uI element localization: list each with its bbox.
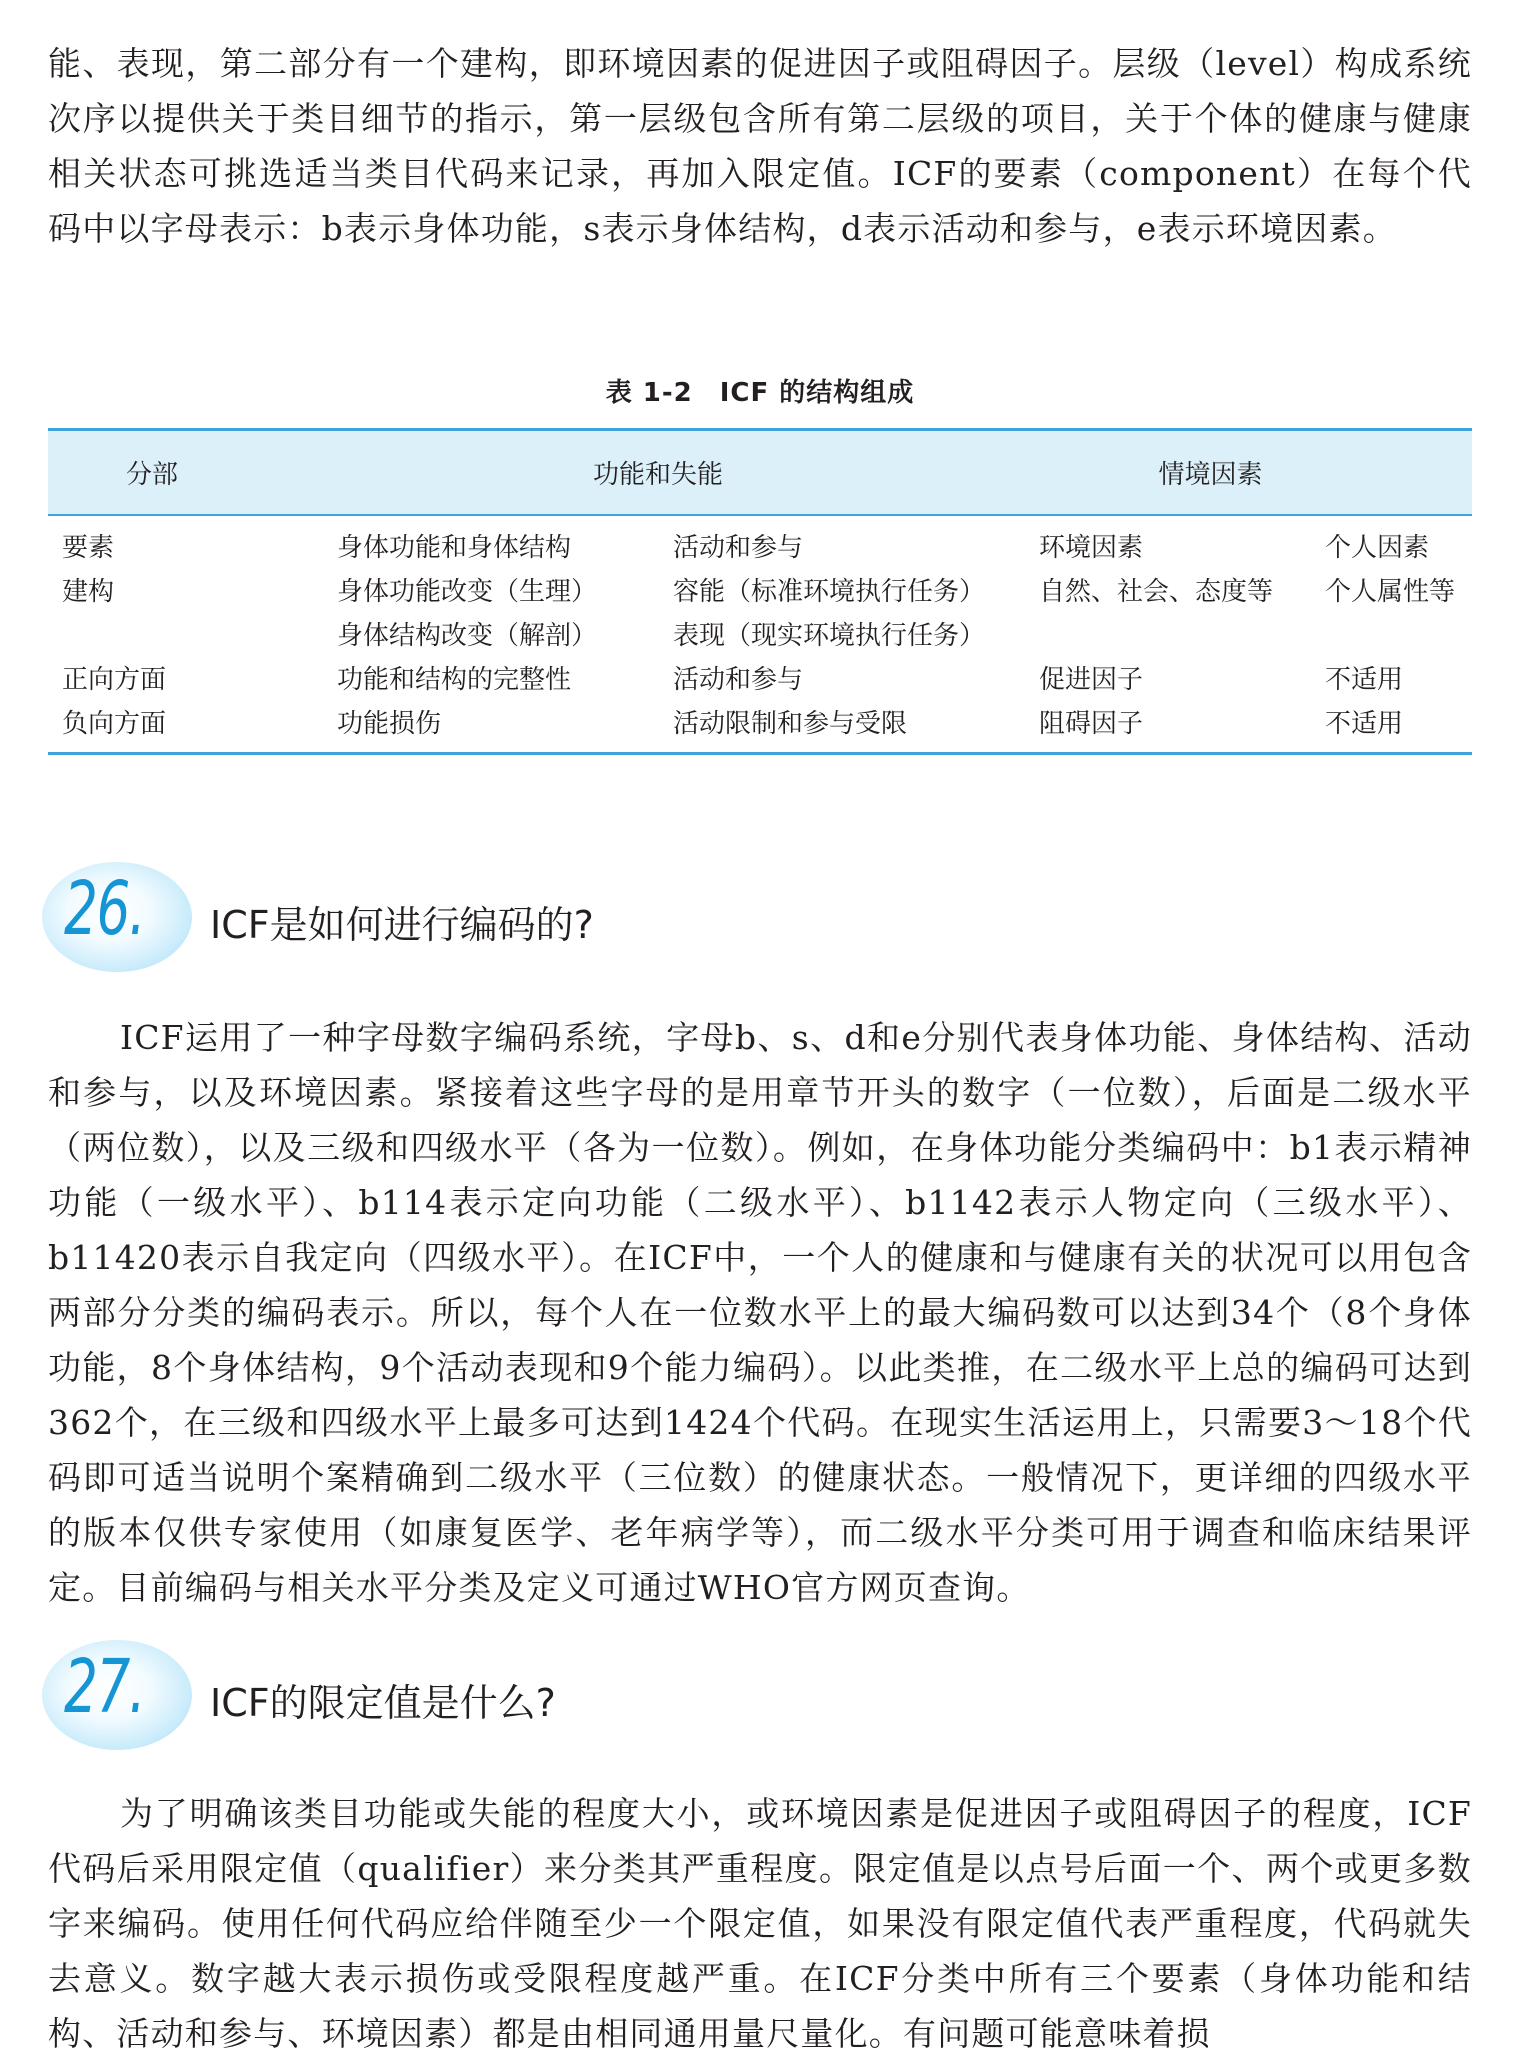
section-heading-27 bbox=[42, 1640, 1142, 1750]
table-cell: 不适用 bbox=[1325, 665, 1404, 695]
section-number: 27. bbox=[64, 1644, 145, 1730]
section-number-badge bbox=[42, 862, 192, 972]
section-number: 26. bbox=[64, 866, 145, 952]
table-cell: 环境因素 bbox=[1039, 533, 1144, 563]
table-cell: 身体功能和身体结构 bbox=[337, 533, 572, 563]
cell-line: 身体结构改变（解剖） bbox=[337, 621, 598, 651]
section-title: ICF是如何进行编码的? bbox=[210, 903, 594, 947]
table-cell: 自然、社会、态度等 bbox=[1039, 577, 1274, 607]
section-title: ICF的限定值是什么? bbox=[210, 1681, 556, 1725]
row-label: 要素 bbox=[62, 533, 115, 563]
table-cell: 功能损伤 bbox=[337, 709, 442, 739]
section-27-paragraph: 为了明确该类目功能或失能的程度大小，或环境因素是促进因子或阻碍因子的程度，ICF代码后采用限定值（qualifier）来分类其严重程度。限定值是以点号后面一个、两个或更多数字来编码。使用任何代码应给伴随至少一个限定值，如果没有限定值代表严重程度，代码就失去意义。数字越大表示损伤或受限程度越严重。在ICF分类中所有三个要素（身体功能和结构、活动和参与、环境因素）都是由相同通用量尺量化。有问题可能意味着损 bbox=[48, 1794, 1472, 2053]
table-cell: 活动和参与 bbox=[673, 665, 804, 695]
row-label: 建构 bbox=[62, 577, 115, 607]
table-row bbox=[48, 702, 1472, 754]
section-26-paragraph: ICF运用了一种字母数字编码系统，字母b、s、d和e分别代表身体功能、身体结构、活动和参与，以及环境因素。紧接着这些字母的是用章节开头的数字（一位数），后面是二级水平（两位数），以及三级和四级水平（各为一位数）。例如，在身体功能分类编码中：b1表示精神功能（一级水平）、b114表示定向功能（二级水平）、b1142表示人物定向（三级水平）、b11420表示自我定向（四级水平）。在ICF中，一个人的健康和与健康有关的状况可以用包含两部分分类的编码表示。所以，每个人在一位数水平上的最大编码数可以达到34个（8个身体功能，8个身体结构，9个活动表现和9个能力编码）。以此类推，在二级水平上总的编码可达到362个，在三级和四级水平上最多可达到1424个代码。在现实生活运用上，只需要3～18个代码即可适当说明个案精确到二级水平（三位数）的健康状态。一般情况下，更详细的四级水平的版本仅供专家使用（如康复医学、老年病学等），而二级水平分类可用于调查和临床结果评定。目前编码与相关水平分类及定义可通过WHO官方网页查询。 bbox=[48, 1018, 1472, 1607]
cell-line: 表现（现实环境执行任务） bbox=[673, 621, 986, 651]
table-cell: 活动限制和参与受限 bbox=[673, 709, 908, 739]
header-functioning-disability: 功能和失能 bbox=[592, 460, 723, 490]
table-cell: 功能和结构的完整性 bbox=[337, 665, 572, 695]
table-row bbox=[48, 570, 1472, 658]
row-label: 正向方面 bbox=[62, 665, 167, 695]
icf-structure-table bbox=[48, 428, 1472, 755]
cell-line: 容能（标准环境执行任务） bbox=[673, 577, 986, 607]
table-caption: 表 1-2 ICF 的结构组成 bbox=[605, 378, 915, 408]
intro-paragraph: 能、表现，第二部分有一个建构，即环境因素的促进因子或阻碍因子。层级（level）构成系统次序以提供关于类目细节的指示，第一层级包含所有第二层级的项目，关于个体的健康与健康相关状态可挑选适当类目代码来记录，再加入限定值。ICF的要素（component）在每个代码中以字母表示：b表示身体功能，s表示身体结构，d表示活动和参与，e表示环境因素。 bbox=[48, 44, 1472, 248]
section-heading-26 bbox=[42, 862, 1142, 972]
table-cell: 个人属性等 bbox=[1325, 577, 1456, 607]
cell-line: 身体功能改变（生理） bbox=[337, 577, 598, 607]
table-row bbox=[48, 658, 1472, 702]
table-cell: 阻碍因子 bbox=[1039, 709, 1144, 739]
table-cell: 促进因子 bbox=[1039, 665, 1144, 695]
table-cell bbox=[673, 570, 1039, 658]
table-row bbox=[48, 515, 1472, 570]
table-cell: 个人因素 bbox=[1325, 533, 1430, 563]
table-cell: 不适用 bbox=[1325, 709, 1404, 739]
header-contextual-factors: 情境因素 bbox=[1158, 460, 1263, 490]
row-label: 负向方面 bbox=[62, 709, 167, 739]
table-cell bbox=[337, 570, 673, 658]
header-part: 分部 bbox=[126, 460, 179, 490]
section-number-badge bbox=[42, 1640, 192, 1750]
table-header-row bbox=[48, 430, 1472, 516]
table-cell: 活动和参与 bbox=[673, 533, 804, 563]
